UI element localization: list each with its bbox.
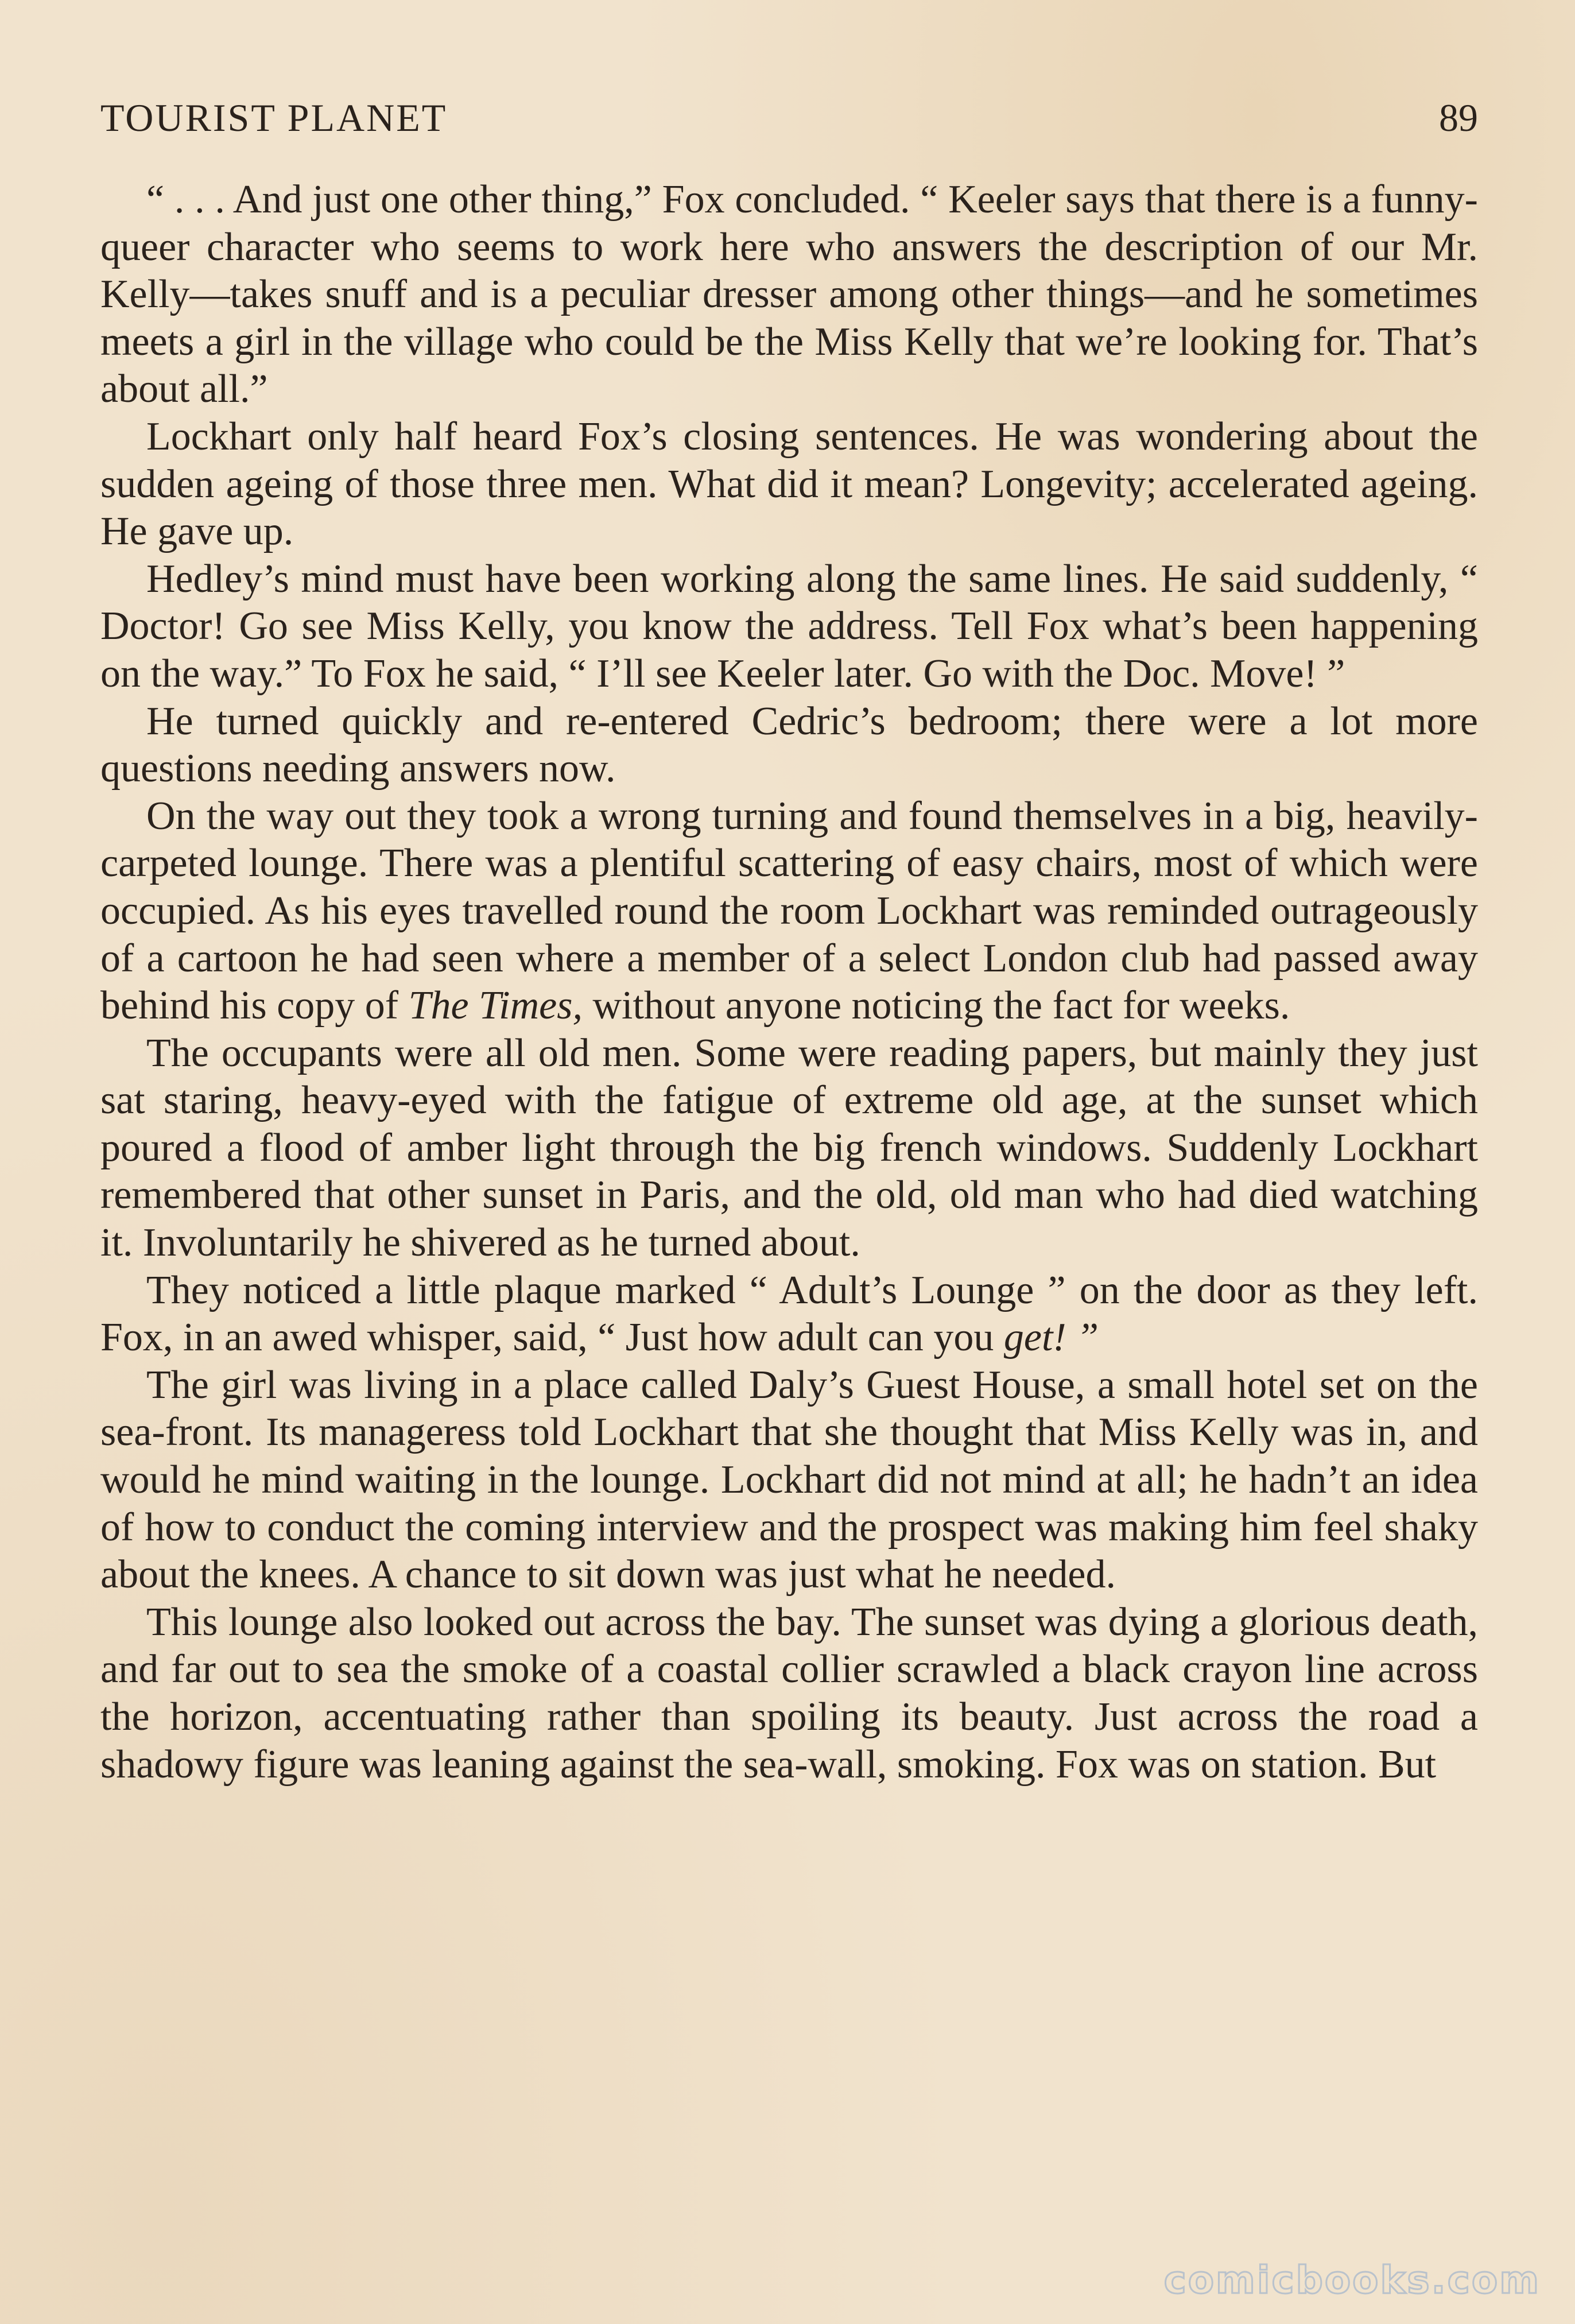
text-run: He turned quickly and re-entered Cedric’s bedroom; there were a lot more questions needing answers now. (100, 699, 1478, 791)
book-page (100, 89, 1478, 2271)
text-run: Lockhart only half heard Fox’s closing sentences. He was wondering about the sudden ageing of those three men. What did it mean? Longevity; accelerated ageing. He gave up. (100, 414, 1478, 554)
paragraph (100, 1599, 1478, 1788)
text-run: On the way out they took a wrong turning and found themselves in a big, heavily-carpeted lounge. There was a plentiful scattering of easy chairs, most of which were occupied. As his eyes travelled round the room Lockhart was reminded outrageously of a cartoon he had seen where a member of a select London club had passed away behind his copy of (100, 793, 1478, 1028)
paragraph (100, 1267, 1478, 1362)
paragraph (100, 1030, 1478, 1267)
running-title: TOURIST PLANET (100, 96, 448, 140)
watermark-logo: comicbooks.com (1163, 2258, 1541, 2302)
text-run: The girl was living in a place called Daly’s Guest House, a small hotel set on the sea-front. Its manageress told Lockhart that she thought that Miss Kelly was in, and would he mind waiting in the lounge. Lockhart did not mind at all; he hadn’t an idea of how to conduct the coming interview and the prospect was making him feel shaky about the knees. A chance to sit down was just what he needed. (100, 1362, 1478, 1597)
paragraph (100, 176, 1478, 413)
running-head (100, 89, 1478, 146)
paragraph (100, 413, 1478, 556)
text-run: without anyone noticing the fact for weeks. (582, 983, 1290, 1028)
text-run: This lounge also looked out across the bay. The sunset was dying a glorious death, and far out to sea the smoke of a coastal collier scrawled a black crayon line across the horizon, accentuating rather than spoiling its beauty. Just across the road a shadowy figure was leaning against the sea-wall, smoking. Fox was on station. But (100, 1599, 1478, 1787)
paragraph (100, 1362, 1478, 1599)
body-text (100, 176, 1478, 1788)
italic-text: The Times, (408, 983, 583, 1028)
paragraph (100, 793, 1478, 1030)
text-run: “ . . . And just one other thing,” Fox concluded. “ Keeler says that there is a funny-queer character who seems to work here who answers the description of our Mr. Kelly—takes snuff and is a peculiar dresser among other things—and he sometimes meets a girl in the village who could be the Miss Kelly that we’re looking for. That’s about all.” (100, 177, 1478, 412)
text-run: The occupants were all old men. Some were reading papers, but mainly they just sat staring, heavy-eyed with the fatigue of extreme old age, at the sunset which poured a flood of amber light through the big french windows. Suddenly Lockhart remembered that other sunset in Paris, and the old, old man who had died watching it. Involuntarily he shivered as he turned about. (100, 1031, 1478, 1265)
page-number: 89 (1439, 96, 1478, 140)
text-run: They noticed a little plaque marked “ Adult’s Lounge ” on the door as they left. Fox, in an awed whisper, said, “ Just how adult can you (100, 1268, 1478, 1360)
text-run: Hedley’s mind must have been working along the same lines. He said suddenly, “ Doctor! Go see Miss Kelly, you know the address. Tell Fox what’s been happening on the way.” To Fox he said, “ I’ll see Keeler later. Go with the Doc. Move! ” (100, 556, 1478, 696)
italic-text: get! ” (1003, 1315, 1099, 1360)
paragraph (100, 698, 1478, 793)
paragraph (100, 556, 1478, 698)
